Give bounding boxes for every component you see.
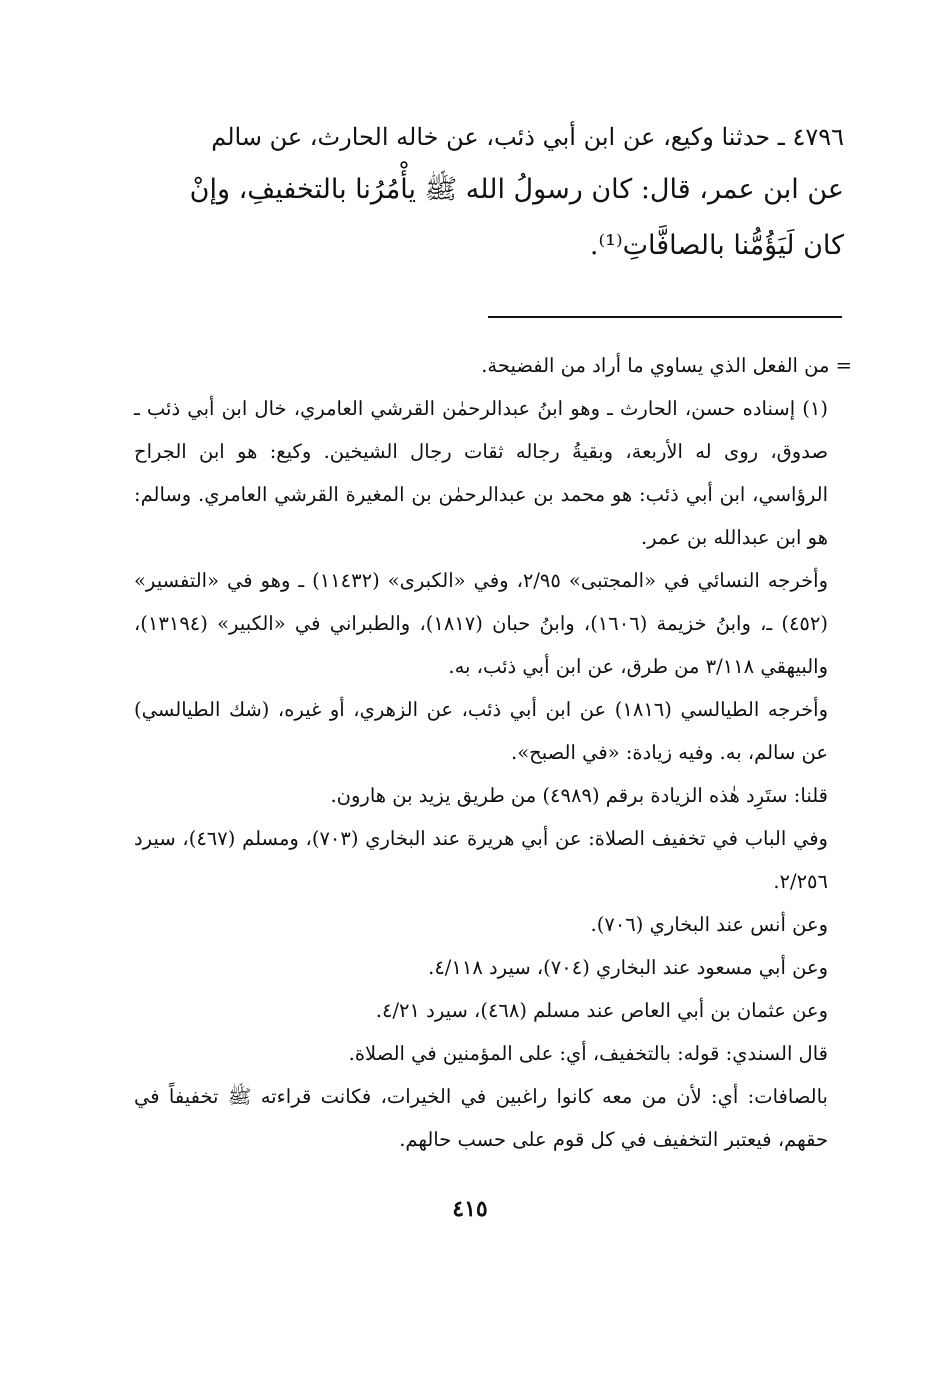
footnote-paragraph: وعن عثمان بن أبي العاص عند مسلم (٤٦٨)، سيرد ٤/٢١. — [375, 999, 828, 1022]
footnote-paragraph: وعن أنس عند البخاري (٧٠٦). — [590, 913, 828, 936]
footnotes — [134, 344, 858, 1161]
footnote-paragraph: وأخرجه الطيالسي (١٨١٦) عن ابن أبي ذئب، عن الزهري، أو غيره، (شك الطيالسي) عن سالم، به. وفيه زيادة: «في الصبح». — [134, 698, 828, 764]
page-number: ٤١٥ — [452, 1196, 488, 1222]
footnote-separator — [488, 316, 842, 318]
footnote-paragraph: بالصافات: أي: لأن من معه كانوا راغبين في الخيرات، فكانت قراءته ﷺ تخفيفاً في حقهم، فيعتبر التخفيف في كل قوم على حسب حالهم. — [134, 1085, 828, 1151]
footnote-1: (١) إسناده حسن، الحارث ـ وهو ابنُ عبدالرحمٰن القرشي العامري، خال ابن أبي ذئب ـ صدوق، روى له الأربعة، وبقيةُ رجاله ثقات رجال الشيخين. وكيع: هو ابن الجراح الرؤاسي، ابن أبي ذئب: هو محمد بن عبدالرحمٰن بن المغيرة القرشي العامري. وسالم: هو ابن عبدالله بن عمر. — [134, 397, 828, 549]
footnote-paragraph: وعن أبي مسعود عند البخاري (٧٠٤)، سيرد ٤/١١٨. — [428, 956, 828, 979]
hadith-line-3: كان لَيَؤُمُّنا بالصافَّاتِ⁽¹⁾. — [589, 230, 844, 261]
footnote-paragraph: وفي الباب في تخفيف الصلاة: عن أبي هريرة عند البخاري (٧٠٣)، ومسلم (٤٦٧)، سيرد ٢/٢٥٦. — [134, 827, 828, 893]
hadith-line-1: ٤٧٩٦ ـ حدثنا وكيع، عن ابن أبي ذئب، عن خاله الحارث، عن سالم — [211, 123, 844, 151]
footnote-continuation: = من الفعل الذي يساوي ما أراد من الفضيحة. — [481, 354, 852, 377]
footnote-paragraph: قال السندي: قوله: بالتخفيف، أي: على المؤمنين في الصلاة. — [348, 1042, 828, 1065]
hadith-line-2: عن ابن عمر، قال: كان رسولُ الله ﷺ يأْمُرُنا بالتخفيفِ، وإنْ — [189, 174, 844, 205]
footnote-paragraph: قلنا: ستَرِد هٰذه الزيادة برقم (٤٩٨٩) من طريق يزيد بن هارون. — [330, 784, 828, 807]
hadith-text — [128, 112, 844, 274]
footnote-paragraph: وأخرجه النسائي في «المجتبى» ٢/٩٥، وفي «الكبرى» (١١٤٣٢) ـ وهو في «التفسير» (٤٥٢) ـ، وابنُ خزيمة (١٦٠٦)، وابنُ حبان (١٨١٧)، والطبراني في «الكبير» (١٣١٩٤)، والبيهقي ٣/١١٨ من طرق، عن ابن أبي ذئب، به. — [134, 569, 829, 678]
